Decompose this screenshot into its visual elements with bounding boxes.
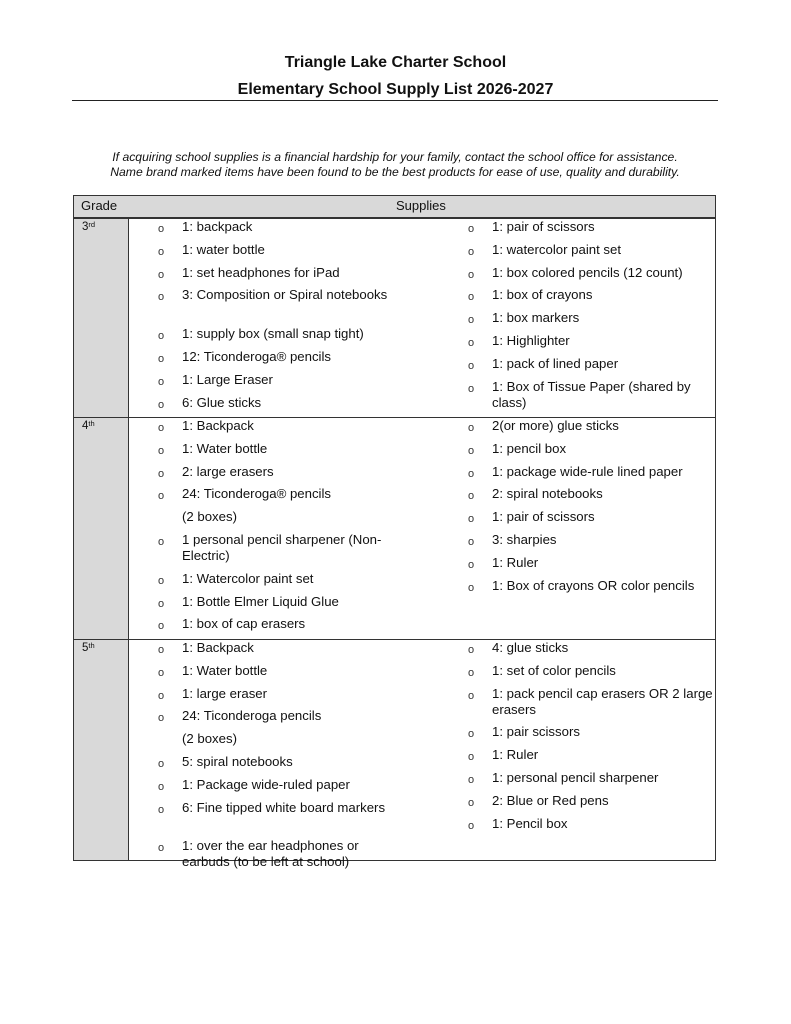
supply-item-text: 1 personal pencil sharpener (Non-Electric) — [182, 532, 382, 563]
supply-item-text: 1: over the ear headphones or earbuds (to be left at school) — [182, 838, 359, 870]
bullet-icon: o — [468, 268, 475, 281]
bullet-icon: o — [158, 574, 165, 587]
grade-number: 3 — [82, 221, 89, 233]
bullet-icon: o — [158, 712, 165, 725]
supply-item-text: (2 boxes) — [182, 509, 237, 525]
bullet-icon: o — [158, 223, 165, 235]
supply-item-text: 1: Package wide-ruled paper — [182, 776, 350, 792]
bullet-icon: o — [468, 819, 475, 832]
supply-item-text: 2: spiral notebooks — [492, 486, 603, 502]
supply-item-text: 1: Backpack — [182, 640, 254, 655]
supply-item-text: 1: water bottle — [182, 241, 265, 257]
supply-item-text: 1: box colored pencils (12 count) — [492, 264, 683, 280]
bullet-icon: o — [158, 842, 165, 855]
bullet-icon: o — [468, 644, 475, 656]
bullet-icon: o — [468, 359, 475, 372]
supply-item-text: 1: box markers — [492, 310, 580, 326]
supply-item-text: 1: pack of lined paper — [492, 355, 619, 371]
supply-item-text: 1: Watercolor paint set — [182, 570, 314, 586]
supply-item-text: 2(or more) glue sticks — [492, 418, 619, 433]
grade-suffix: th — [88, 641, 95, 650]
table-header — [74, 196, 715, 218]
grade-suffix: rd — [88, 220, 96, 229]
supply-item-text: (2 boxes) — [182, 731, 237, 747]
grade-label — [82, 420, 95, 432]
supply-item-text: 1: Pencil box — [492, 815, 568, 831]
bullet-icon: o — [158, 803, 165, 816]
supply-item-text: 1: Water bottle — [182, 662, 268, 678]
hardship-note: If acquiring school supplies is a financial hardship for your family, contact the school office for assistance. — [112, 150, 678, 164]
bullet-icon: o — [468, 314, 475, 327]
bullet-icon: o — [158, 758, 165, 770]
bullet-icon: o — [158, 291, 165, 304]
supply-item-text: 1: pair of scissors — [492, 219, 595, 234]
supply-item-text: 1: Backpack — [182, 418, 254, 433]
grade-label — [82, 221, 95, 233]
grade-number: 4 — [82, 420, 89, 432]
supply-item-text: 1: watercolor paint set — [492, 241, 622, 257]
supply-item-text: 24: Ticonderoga pencils — [182, 708, 322, 724]
supply-item-text: 1: set headphones for iPad — [182, 264, 340, 280]
school-name: Triangle Lake Charter School — [284, 54, 507, 71]
bullet-icon: o — [468, 513, 475, 526]
supply-item-text: 1: Ruler — [492, 747, 539, 763]
bullet-icon: o — [468, 666, 475, 679]
bullet-icon: o — [468, 751, 475, 764]
supply-item-text: 1: Highlighter — [492, 333, 570, 348]
bullet-icon: o — [468, 581, 475, 594]
supply-item-text: 1: pair of scissors — [492, 509, 595, 525]
supply-item-text: 1: box of cap erasers — [182, 616, 306, 632]
supply-item-text: 5: spiral notebooks — [182, 754, 293, 769]
supply-item-text: 2: Blue or Red pens — [492, 792, 609, 808]
supply-item-text: 4: glue sticks — [492, 640, 569, 655]
supply-item-text: 1: Box of crayons OR color pencils — [492, 577, 695, 593]
brand-note: Name brand marked items have been found to be the best products for ease of use, quality and durability. — [110, 165, 680, 179]
bullet-icon: o — [468, 467, 475, 480]
bullet-icon: o — [158, 422, 165, 434]
bullet-icon: o — [158, 597, 165, 610]
supply-item-text: 3: Composition or Spiral notebooks — [182, 287, 388, 303]
supply-item-text: 1: large eraser — [182, 685, 268, 701]
supply-table — [73, 195, 716, 870]
supply-item-text: 3: sharpies — [492, 532, 557, 547]
supply-item-text: 1: supply box (small snap tight) — [182, 326, 364, 342]
bullet-icon: o — [468, 689, 475, 702]
supply-item-text: 2: large erasers — [182, 463, 274, 479]
supply-item-text: 1: pair scissors — [492, 724, 580, 740]
supply-item-text: 6: Glue sticks — [182, 394, 262, 410]
bullet-icon: o — [158, 353, 165, 365]
supply-item-text: 1: Box of Tissue Paper (shared by class) — [492, 378, 691, 410]
bullet-icon: o — [158, 375, 165, 388]
grade-column — [74, 196, 129, 860]
bullet-icon: o — [468, 422, 475, 434]
supply-item-text: 1: Ruler — [492, 554, 539, 570]
supply-item-text: 1: box of crayons — [492, 287, 593, 303]
bullet-icon: o — [468, 337, 475, 349]
bullet-icon: o — [158, 780, 165, 793]
bullet-icon: o — [158, 398, 165, 411]
title-divider — [72, 100, 718, 101]
bullet-icon: o — [158, 245, 165, 258]
bullet-icon: o — [468, 796, 475, 809]
bullet-icon: o — [468, 444, 475, 457]
bullet-icon: o — [468, 291, 475, 304]
supply-item-text: 1: Large Eraser — [182, 371, 273, 387]
bullet-icon: o — [468, 223, 475, 235]
supply-item-text: 12: Ticonderoga® pencils — [182, 349, 332, 364]
bullet-icon: o — [158, 689, 165, 702]
supply-item-text: 1: pack pencil cap erasers OR 2 large erasers — [492, 685, 713, 717]
bullet-icon: o — [468, 382, 475, 395]
bullet-icon: o — [158, 666, 165, 679]
bullet-icon: o — [468, 774, 475, 786]
bullet-icon: o — [468, 558, 475, 571]
bullet-icon: o — [158, 620, 165, 633]
supply-item-text: 6: Fine tipped white board markers — [182, 799, 386, 815]
bullet-icon: o — [158, 330, 165, 343]
supply-item-text: 1: Bottle Elmer Liquid Glue — [182, 593, 339, 609]
bullet-icon: o — [468, 490, 475, 503]
bullet-icon: o — [468, 536, 475, 548]
supply-item-text: 1: Water bottle — [182, 440, 268, 456]
list-title: Elementary School Supply List 2026-2027 — [237, 81, 554, 98]
grade-suffix: th — [88, 419, 95, 428]
bullet-icon: o — [468, 245, 475, 258]
bullet-icon: o — [158, 467, 165, 480]
bullet-icon: o — [158, 644, 165, 656]
bullet-icon: o — [158, 444, 165, 457]
bullet-icon: o — [158, 490, 165, 503]
supplies-header: Supplies — [396, 198, 446, 213]
bullet-icon: o — [158, 536, 165, 548]
supply-item-text: 1: package wide-rule lined paper — [492, 463, 683, 479]
supply-item-text: 24: Ticonderoga® pencils — [182, 486, 332, 502]
supply-item-text: 1: personal pencil sharpener — [492, 770, 659, 785]
grade-label — [82, 642, 95, 654]
grade-header: Grade — [81, 198, 118, 213]
bullet-icon: o — [468, 728, 475, 741]
supply-item-text: 1: backpack — [182, 219, 253, 234]
supply-item-text: 1: set of color pencils — [492, 662, 616, 678]
grade-number: 5 — [82, 642, 89, 654]
supply-item-text: 1: pencil box — [492, 440, 567, 456]
bullet-icon: o — [158, 268, 165, 281]
